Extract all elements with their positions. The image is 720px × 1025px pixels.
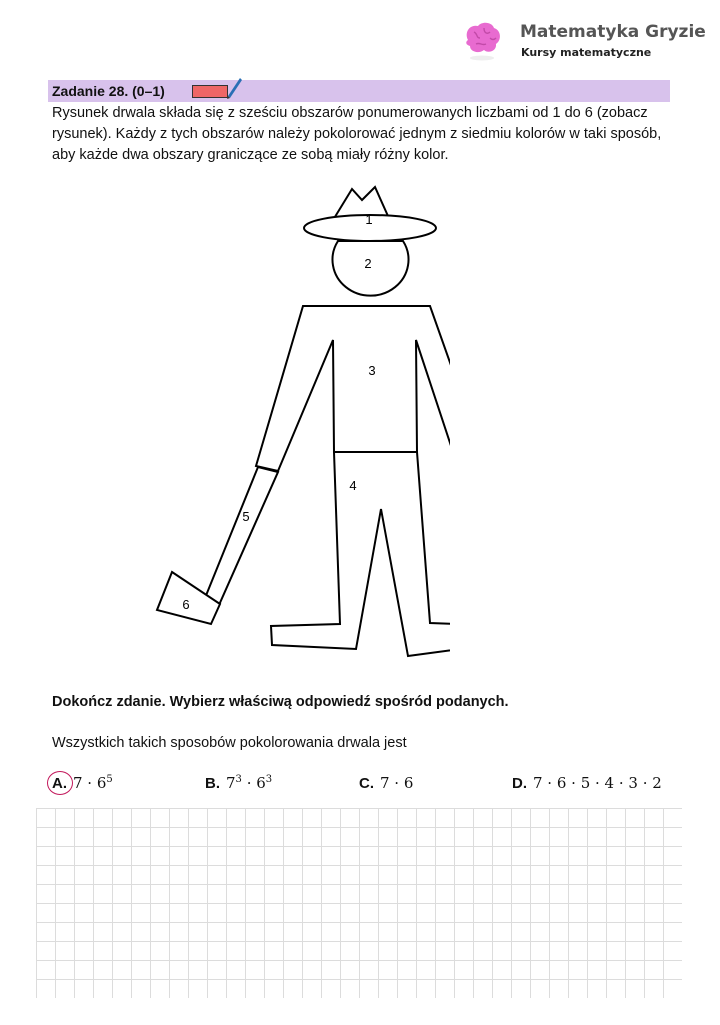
region-label-5: 5	[242, 509, 250, 524]
option-d[interactable]	[512, 774, 662, 792]
option-a[interactable]	[52, 774, 113, 792]
pencil-icon	[224, 74, 244, 100]
option-expression: 7 · 6 · 5 · 4 · 3 · 2	[533, 774, 662, 792]
region-label-6: 6	[182, 597, 190, 612]
option-b[interactable]	[205, 774, 272, 792]
scratch-grid	[36, 808, 682, 998]
option-c[interactable]	[359, 774, 413, 792]
task-text: Rysunek drwala składa się z sześciu obszarów ponumerowanych liczbami od 1 do 6 (zobacz rysunek). Każdy z tych obszarów należy pokolorować jednym z siedmiu kolorów w taki sposób, aby każde dwa obszary graniczące ze sobą miały różny kolor.	[52, 105, 662, 163]
brand-subtitle: Kursy matematyczne	[521, 46, 652, 59]
brand-name: Matematyka Gryzie	[520, 22, 706, 42]
task-header	[48, 80, 670, 102]
region-label-2: 2	[364, 256, 372, 271]
region-label-4: 4	[349, 478, 357, 493]
region-label-1: 1	[365, 212, 373, 227]
pants-region	[271, 452, 450, 656]
option-letter: B.	[205, 775, 220, 792]
points-badge-icon	[192, 85, 228, 98]
option-letter: A.	[52, 775, 67, 792]
instruction: Dokończ zdanie. Wybierz właściwą odpowiedź spośród podanych.	[52, 694, 509, 710]
option-expression: $7 \cdot 6^5$	[73, 774, 113, 792]
task-title: Zadanie 28. (0–1)	[52, 83, 165, 99]
brain-icon	[460, 18, 504, 62]
option-letter: D.	[512, 775, 527, 792]
question-prompt: Wszystkich takich sposobów pokolorowania drwala jest	[52, 735, 407, 751]
option-expression: 7 · 6	[380, 774, 414, 792]
option-expression: $7^3 \cdot 6^3$	[226, 774, 273, 792]
region-label-3: 3	[368, 363, 376, 378]
axe-handle-region	[205, 467, 278, 605]
selected-answer-circle	[47, 771, 73, 795]
shirt-region	[256, 306, 450, 476]
option-letter: C.	[359, 775, 374, 792]
lumberjack-figure	[150, 180, 450, 660]
